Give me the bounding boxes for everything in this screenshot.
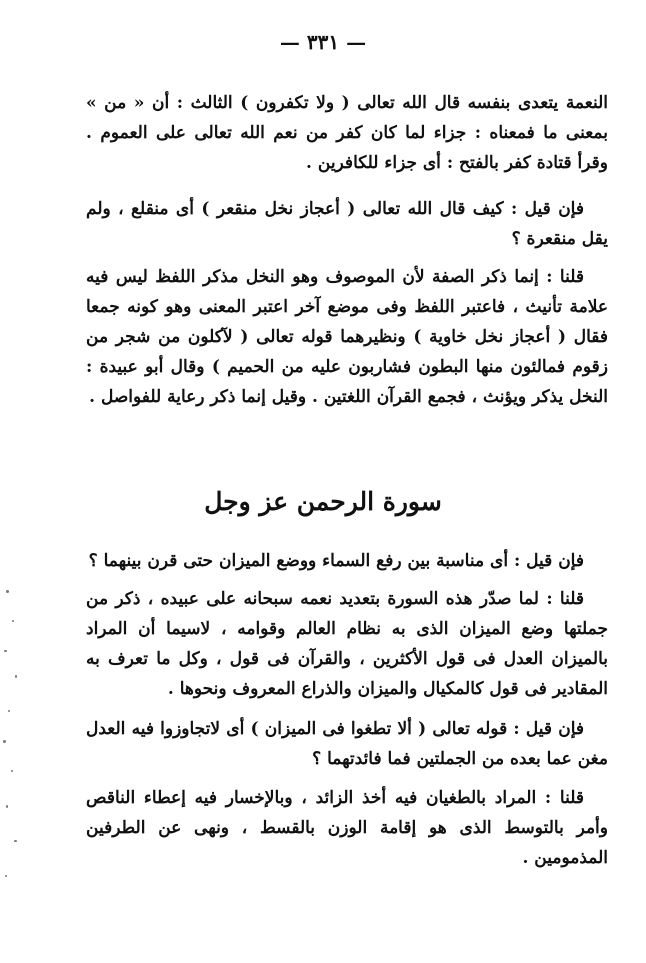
surah-heading: سورة الرحمن عز وجل xyxy=(204,487,442,516)
paragraph-answer xyxy=(86,262,608,412)
paragraph-text: قلنا : المراد بالطغيان فيه أخذ الزائد ، وبالإخسار فيه إعطاء الناقص وأمر بالتوسط الذى هو إقامة الوزن بالقسط ، ونهى عن الطرفين المذمومين . xyxy=(86,788,608,868)
paragraph-text: قلنا : لما صدّر هذه السورة بتعديد نعمه سبحانه على عبيده ، ذكر من جملتها وضع الميزان الذى به نظام العالم وقوامه ، لاسيما أن المراد بالميزان العدل فى قول الأكثرين ، والقرآن فى قول ، وكل ما تعرف به المقادير فى قول كالمكيال والميزان والذراع المعروف ونحوها . xyxy=(86,589,608,699)
paragraph-answer xyxy=(86,584,608,704)
page-number: — ٣٣١ — xyxy=(279,30,367,54)
paragraph-question xyxy=(86,546,608,576)
paragraph-text: قلنا : إنما ذكر الصفة لأن الموصوف وهو النخل مذكر اللفظ ليس فيه علامة تأنيث ، فاعتبر اللفظ وفى موضع آخر اعتبر المعنى وهو كونه جمعا فقال ( أعجاز نخل خاوية ) ونظيرهما قوله تعالى ( لآكلون من شجر من زقوم فمالئون منها البطون فشاربون عليه من الحميم ) وقال أبو عبيدة : النخل يذكر ويؤنث ، فجمع القرآن اللغتين . وقيل إنما ذكر رعاية للفواصل . xyxy=(86,267,608,407)
paragraph-text: فإن قيل : كيف قال الله تعالى ( أعجاز نخل منقعر ) أى منقلع ، ولم يقل منقعرة ؟ xyxy=(86,199,608,249)
paragraph-question xyxy=(86,194,608,254)
paragraph-answer xyxy=(86,783,608,873)
paragraph-text: فإن قيل : أى مناسبة بين رفع السماء ووضع الميزان حتى قرن بينهما ؟ xyxy=(88,551,584,571)
scan-edge-noise xyxy=(0,580,24,900)
paragraph-question xyxy=(86,714,608,774)
paragraph-continuation xyxy=(86,88,608,178)
paragraph-text: فإن قيل : قوله تعالى ( ألا تطغوا فى الميزان ) أى لاتجاوزوا فيه العدل مغن عما بعده من الجملتين فما فائدتهما ؟ xyxy=(86,719,608,769)
paragraph-text: النعمة يتعدى بنفسه قال الله تعالى ( ولا تكفرون ) الثالث : أن « من » بمعنى ما فمعناه : جزاء لما كان كفر من نعم الله تعالى على العموم . وقرأ قتادة كفر بالفتح : أى جزاء للكافرين . xyxy=(86,93,608,173)
